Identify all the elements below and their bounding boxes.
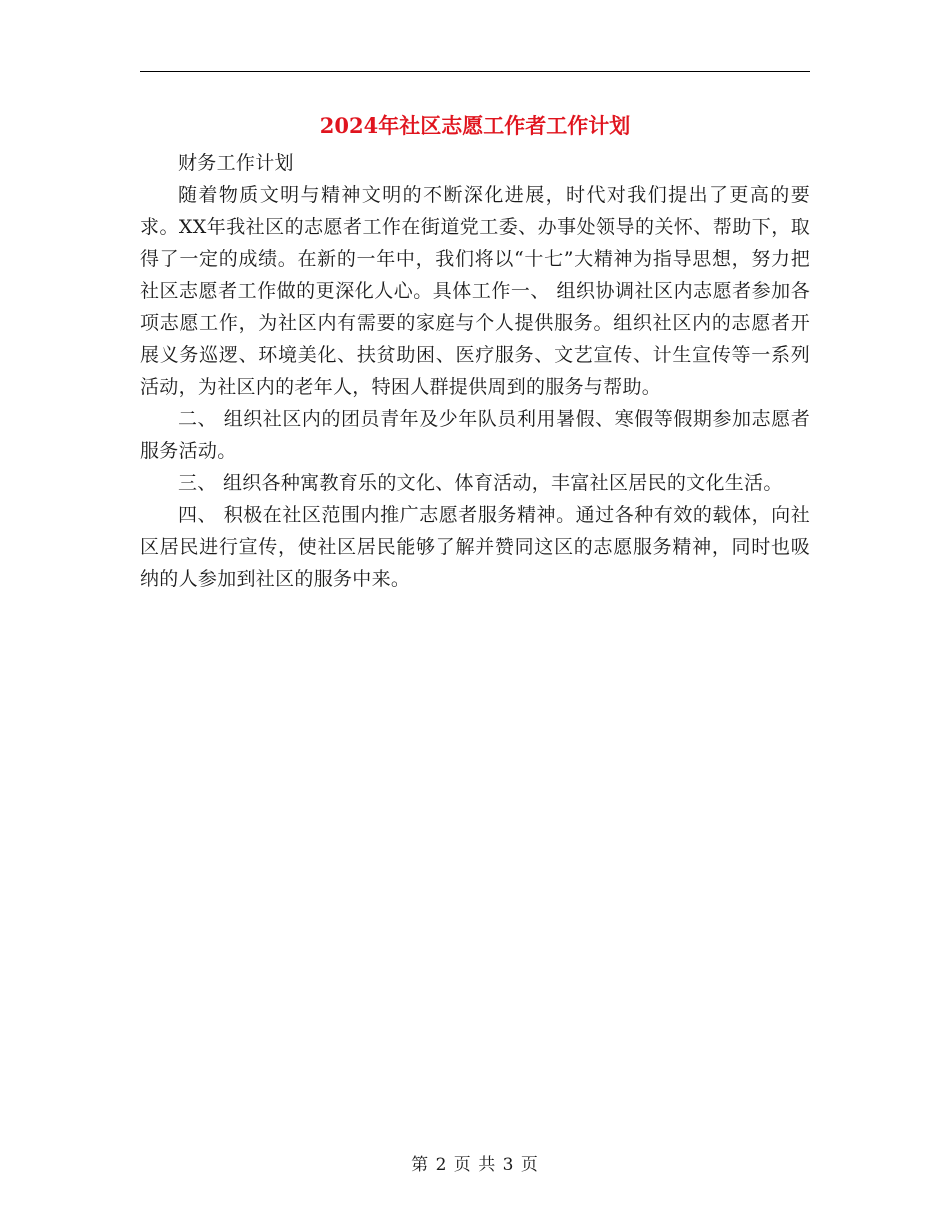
paragraph-subtitle: 财务工作计划 (178, 152, 294, 174)
paragraph-item-3: 三、 组织各种寓教育乐的文化、体育活动，丰富社区居民的文化生活。 (178, 472, 783, 494)
paragraph-intro: 随着物质文明与精神文明的不断深化进展，时代对我们提出了更高的要求。XX年我社区的志愿者工作在街道党工委、办事处领导的关怀、帮助下，取得了一定的成绩。在新的一年中，我们将以“十七”大精神为指导思想，努力把社区志愿者工作做的更深化人心。具体工作一、 组织协调社区内志愿者参加各项志愿工作，为社区内有需要的家庭与个人提供服务。组织社区内的志愿者开展义务巡逻、环境美化、扶贫助困、医疗服务、文艺宣传、计生宣传等一系列活动，为社区内的老年人，特困人群提供周到的服务与帮助。 (140, 184, 810, 398)
paragraph-item-4: 四、 积极在社区范围内推广志愿者服务精神。通过各种有效的载体，向社区居民进行宣传，使社区居民能够了解并赞同这区的志愿服务精神，同时也吸纳的人参加到社区的服务中来。 (140, 504, 810, 590)
header-rule (140, 71, 810, 72)
page-number: 第 2 页 共 3 页 (411, 1155, 539, 1175)
document-body (140, 147, 810, 595)
document-title: 2024年社区志愿工作者工作计划 (319, 113, 631, 138)
paragraph-item-2: 二、 组织社区内的团员青年及少年队员利用暑假、寒假等假期参加志愿者服务活动。 (140, 408, 810, 462)
